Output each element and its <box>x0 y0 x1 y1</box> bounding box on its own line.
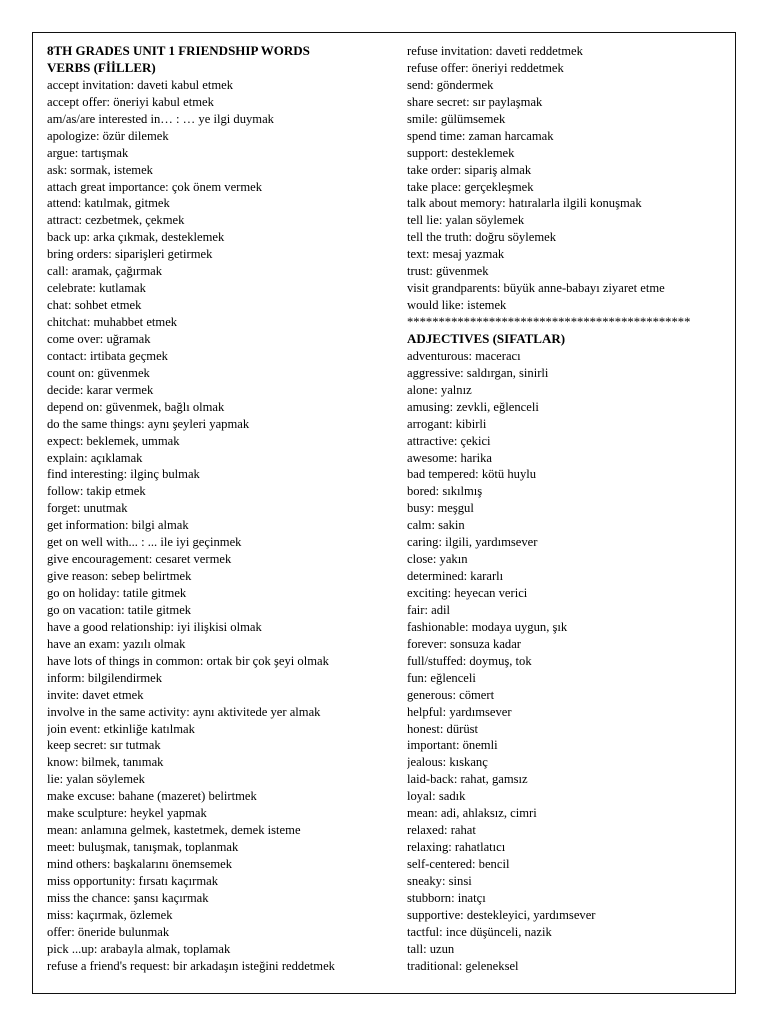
verb-entry: chitchat: muhabbet etmek <box>47 315 178 329</box>
adjective-entry: full/stuffed: doymuş, tok <box>407 653 532 668</box>
adjective-entry: bad tempered: kötü huylu <box>407 467 537 482</box>
document-page <box>32 32 736 994</box>
verb-entry: have a good relationship: iyi ilişkisi olmak <box>47 619 262 634</box>
verb-entry: refuse a friend's request: bir arkadaşın isteğini reddetmek <box>47 958 335 973</box>
verb-entry: go on holiday: tatile gitmek <box>47 586 187 600</box>
verbs-heading: VERBS (FİİLLER) <box>47 59 156 75</box>
verb-entry: spend time: zaman harcamak <box>407 128 554 143</box>
adjective-entry: laid-back: rahat, gamsız <box>407 772 528 787</box>
adjective-entry: amusing: zevkli, eğlenceli <box>407 399 539 414</box>
verb-entry: decide: karar vermek <box>47 382 154 397</box>
verb-entry: pick ...up: arabayla almak, toplamak <box>47 941 231 956</box>
verb-entry: argue: tartışmak <box>47 145 129 160</box>
verb-list <box>47 77 391 975</box>
adjective-entry: busy: meşgul <box>407 501 474 516</box>
verb-entry: tell lie: yalan söylemek <box>407 213 525 228</box>
adjective-entry: supportive: destekleyici, yardımsever <box>407 907 596 922</box>
verb-entry: give reason: sebep belirtmek <box>47 569 192 584</box>
verb-entry: get on well with... : ... ile iyi geçinmek <box>47 535 242 550</box>
verb-entry: forget: unutmak <box>47 501 128 516</box>
adjective-entry: traditional: geleneksel <box>407 958 519 973</box>
verb-entry: attract: cezbetmek, çekmek <box>47 213 185 228</box>
adjective-entry: calm: sakin <box>407 518 465 533</box>
adjective-entry: jealous: kıskanç <box>407 755 488 770</box>
verb-entry: am/as/are interested in… : … ye ilgi duymak <box>47 111 274 126</box>
adjective-entry: important: önemli <box>407 738 498 753</box>
verb-entry: refuse offer: öneriyi reddetmek <box>407 60 564 75</box>
verb-entry: miss the chance: şansı kaçırmak <box>47 890 209 905</box>
adjective-entry: helpful: yardımsever <box>407 704 512 719</box>
verb-entry: count on: güvenmek <box>47 365 150 380</box>
verb-entry: join event: etkinliğe katılmak <box>47 721 195 736</box>
verb-entry: offer: öneride bulunmak <box>47 924 170 939</box>
verb-entry: expect: beklemek, ummak <box>47 433 180 448</box>
verb-entry: accept invitation: daveti kabul etmek <box>47 77 234 92</box>
verb-entry: would like: istemek <box>407 298 507 313</box>
adjective-list <box>407 348 729 975</box>
verb-entry: make excuse: bahane (mazeret) belirtmek <box>47 789 257 804</box>
adjective-entry: alone: yalnız <box>407 382 472 397</box>
verb-entry: accept offer: öneriyi kabul etmek <box>47 94 214 109</box>
verb-entry: come over: uğramak <box>47 331 151 346</box>
verb-entry: ask: sormak, istemek <box>47 162 153 177</box>
verb-entry: involve in the same activity: aynı aktivitede yer almak <box>47 704 321 719</box>
verb-entry: explain: açıklamak <box>47 450 143 465</box>
verb-entry: take order: sipariş almak <box>407 162 532 177</box>
verb-entry: visit grandparents: büyük anne-babayı ziyaret etme <box>407 281 665 296</box>
verb-entry: know: bilmek, tanımak <box>47 755 164 770</box>
adjective-entry: aggressive: saldırgan, sinirli <box>407 365 549 380</box>
verb-entry: make sculpture: heykel yapmak <box>47 806 207 821</box>
adjective-entry: stubborn: inatçı <box>407 890 486 905</box>
verb-entry: back up: arka çıkmak, desteklemek <box>47 230 225 245</box>
adjective-entry: relaxing: rahatlatıcı <box>407 840 506 855</box>
adjective-entry: loyal: sadık <box>407 789 466 804</box>
adjective-entry: adventurous: maceracı <box>407 348 521 363</box>
verb-entry: share secret: sır paylaşmak <box>407 94 543 109</box>
verb-entry: smile: gülümsemek <box>407 111 506 126</box>
verb-entry: follow: takip etmek <box>47 484 146 499</box>
verb-entry: contact: irtibata geçmek <box>47 348 168 363</box>
adjective-entry: relaxed: rahat <box>407 823 476 838</box>
document-title: 8TH GRADES UNIT 1 FRIENDSHIP WORDS <box>47 43 310 58</box>
adjective-entry: attractive: çekici <box>407 433 491 448</box>
adjective-entry: forever: sonsuza kadar <box>407 636 521 651</box>
verb-entry: trust: güvenmek <box>407 264 489 279</box>
adjective-entry: bored: sıkılmış <box>407 484 483 499</box>
verb-entry: invite: davet etmek <box>47 687 144 702</box>
verb-entry: have an exam: yazılı olmak <box>47 636 186 651</box>
verb-entry: bring orders: siparişleri getirmek <box>47 247 213 262</box>
adjective-entry: sneaky: sinsi <box>407 873 472 888</box>
verb-entry: support: desteklemek <box>407 145 515 160</box>
adjective-entry: tactful: ince düşünceli, nazik <box>407 924 552 939</box>
adjective-entry: caring: ilgili, yardımsever <box>407 535 538 550</box>
adjective-entry: generous: cömert <box>407 687 495 702</box>
adjectives-heading: ADJECTIVES (SIFATLAR) <box>407 330 566 346</box>
verb-entry: mind others: başkalarını önemsemek <box>47 857 233 871</box>
verb-entry: chat: sohbet etmek <box>47 298 142 313</box>
adjective-entry: fair: adil <box>407 602 451 617</box>
section-separator: ********************************************* <box>407 315 691 329</box>
verb-entry: take place: gerçekleşmek <box>407 179 534 194</box>
left-column <box>47 43 391 975</box>
verb-entry: lie: yalan söylemek <box>47 772 145 787</box>
verb-entry: have lots of things in common: ortak bir çok şeyi olmak <box>47 653 329 668</box>
verb-entry: inform: bilgilendirmek <box>47 670 163 685</box>
adjective-entry: self-centered: bencil <box>407 857 510 871</box>
verb-entry: apologize: özür dilemek <box>47 128 169 143</box>
verb-entry: do the same things: aynı şeyleri yapmak <box>47 416 250 431</box>
verb-entry: attend: katılmak, gitmek <box>47 196 170 211</box>
adjective-entry: exciting: heyecan verici <box>407 586 528 600</box>
verb-entry: send: göndermek <box>407 77 494 92</box>
verb-entry: attach great importance: çok önem vermek <box>47 179 263 194</box>
right-column <box>407 43 729 975</box>
adjective-entry: tall: uzun <box>407 941 455 956</box>
adjective-entry: fun: eğlenceli <box>407 670 476 685</box>
verb-entry: keep secret: sır tutmak <box>47 738 161 753</box>
verb-entry: mean: anlamına gelmek, kastetmek, demek isteme <box>47 823 301 838</box>
adjective-entry: determined: kararlı <box>407 569 504 584</box>
verb-entry: go on vacation: tatile gitmek <box>47 602 192 617</box>
verb-entry: tell the truth: doğru söylemek <box>407 230 556 245</box>
adjective-entry: awesome: harika <box>407 450 492 465</box>
verb-list-continued <box>407 43 729 314</box>
adjective-entry: fashionable: modaya uygun, şık <box>407 619 568 634</box>
verb-entry: get information: bilgi almak <box>47 518 189 533</box>
verb-entry: text: mesaj yazmak <box>407 247 505 262</box>
adjective-entry: close: yakın <box>407 552 468 567</box>
verb-entry: call: aramak, çağırmak <box>47 264 163 279</box>
verb-entry: find interesting: ilginç bulmak <box>47 467 200 482</box>
adjective-entry: mean: adi, ahlaksız, cimri <box>407 806 537 821</box>
verb-entry: refuse invitation: daveti reddetmek <box>407 44 583 58</box>
verb-entry: celebrate: kutlamak <box>47 281 146 296</box>
verb-entry: depend on: güvenmek, bağlı olmak <box>47 399 225 414</box>
adjective-entry: arrogant: kibirli <box>407 416 487 431</box>
verb-entry: meet: buluşmak, tanışmak, toplanmak <box>47 840 239 855</box>
verb-entry: miss opportunity: fırsatı kaçırmak <box>47 873 219 888</box>
verb-entry: give encouragement: cesaret vermek <box>47 552 232 567</box>
adjective-entry: honest: dürüst <box>407 721 479 736</box>
verb-entry: talk about memory: hatıralarla ilgili konuşmak <box>407 196 642 211</box>
verb-entry: miss: kaçırmak, özlemek <box>47 907 173 922</box>
